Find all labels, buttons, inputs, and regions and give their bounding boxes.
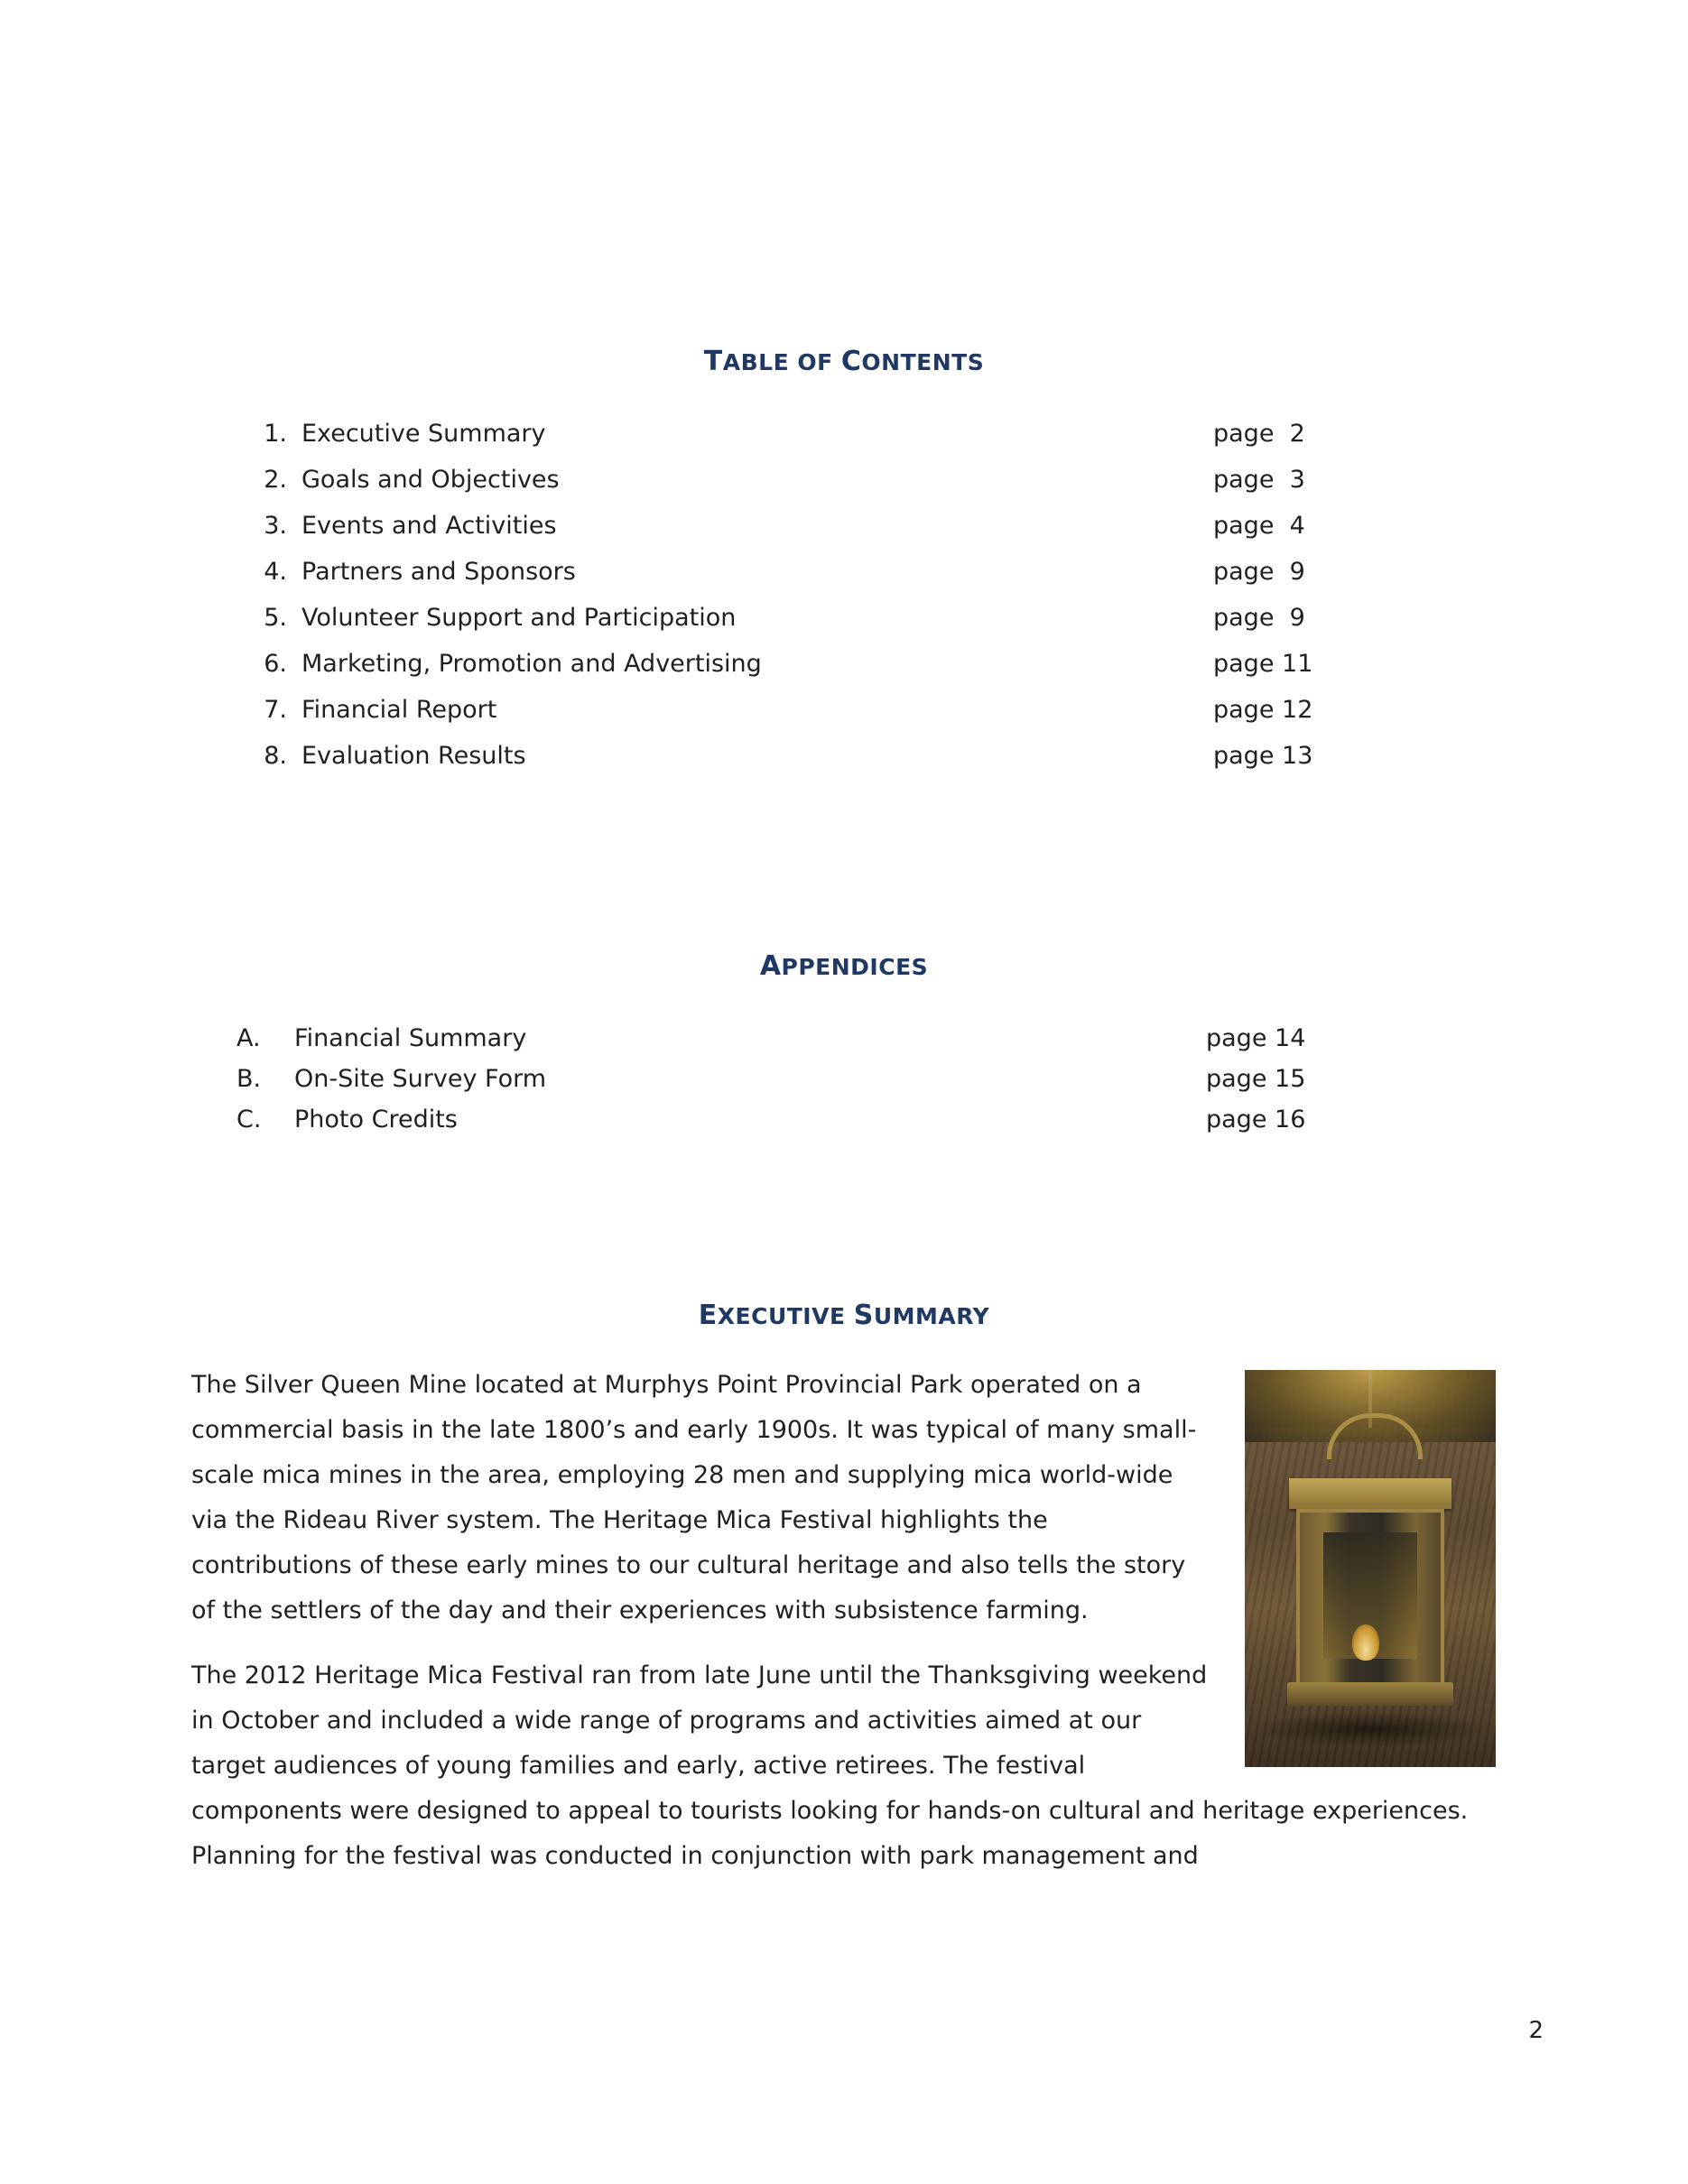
- lantern-base: [1287, 1682, 1453, 1706]
- toc-entry-title: Financial Report: [301, 696, 497, 724]
- exec-paragraph-2: The 2012 Heritage Mica Festival ran from late June until the Thanksgiving weekend in October and included a wide range of programs and activities aimed at our target audiences of young families and early, active retirees. The festival components were designed to appeal to tourists looking for hands-on cultural and heritage experiences. Planning for the festival was conducted in conjunction with park management and: [191, 1661, 1469, 1870]
- toc-entry-number: 7.: [264, 696, 287, 724]
- appendices-heading: [0, 950, 1688, 982]
- lantern-body: [1296, 1509, 1444, 1686]
- toc-entry-number: 2.: [264, 466, 287, 494]
- toc-entry[interactable]: [237, 696, 1320, 742]
- appendix-entry-letter: A.: [237, 1024, 261, 1052]
- appendix-entry-title: Financial Summary: [294, 1024, 527, 1052]
- exec-heading-initial-s: S: [853, 1300, 874, 1331]
- toc-entry-title: Volunteer Support and Participation: [301, 604, 737, 632]
- toc-entry-number: 4.: [264, 558, 287, 586]
- toc-entry-number: 8.: [264, 742, 287, 770]
- toc-entry-page: page 3: [1213, 466, 1305, 494]
- exec-paragraph-1: The Silver Queen Mine located at Murphys Point Provincial Park operated on a commercial basis in the late 1800’s and early 1900s. It was typical of many small-scale mica mines in the area, employing 28 men and supplying mica world-wide via the Rideau River system. The Heritage Mica Festival highlights the contributions of these early mines to our cultural heritage and also tells the story of the settlers of the day and their experiences with subsistence farming.: [191, 1371, 1197, 1624]
- appendix-entry-title: On-Site Survey Form: [294, 1065, 547, 1093]
- toc-entry-number: 5.: [264, 604, 287, 632]
- photo-shadow: [1254, 1711, 1487, 1747]
- appendices-heading-rest: PPENDICES: [781, 954, 929, 980]
- toc-entry-page: page 12: [1213, 696, 1313, 724]
- toc-heading-able-of: ABLE OF: [722, 349, 841, 375]
- executive-summary-heading: [0, 1300, 1688, 1331]
- toc-entry-page: page 11: [1213, 650, 1313, 678]
- toc-entry-title: Goals and Objectives: [301, 466, 560, 494]
- toc-entry[interactable]: [237, 650, 1320, 696]
- appendix-entry[interactable]: [237, 1106, 1320, 1146]
- toc-entry[interactable]: [237, 604, 1320, 650]
- toc-entry-page: page 4: [1213, 512, 1305, 540]
- toc-entry[interactable]: [237, 466, 1320, 512]
- toc-entry-page: page 9: [1213, 604, 1305, 632]
- appendix-entry-letter: B.: [237, 1065, 262, 1093]
- toc-entry[interactable]: [237, 512, 1320, 558]
- toc-entry[interactable]: [237, 420, 1320, 466]
- appendix-entry[interactable]: [237, 1065, 1320, 1106]
- exec-heading-ummary: UMMARY: [873, 1303, 990, 1329]
- executive-summary-body: [191, 1363, 1496, 1899]
- toc-entry-page: page 2: [1213, 420, 1305, 448]
- toc-entry[interactable]: [237, 742, 1320, 788]
- appendix-entry[interactable]: [237, 1024, 1320, 1065]
- appendices-list: [237, 1024, 1320, 1146]
- appendix-entry-title: Photo Credits: [294, 1106, 458, 1134]
- table-of-contents-list: [237, 420, 1320, 788]
- table-of-contents-heading: [0, 346, 1688, 377]
- toc-entry-number: 3.: [264, 512, 287, 540]
- appendix-entry-letter: C.: [237, 1106, 262, 1134]
- appendix-entry-page: page 15: [1206, 1065, 1306, 1093]
- toc-entry-page: page 9: [1213, 558, 1305, 586]
- appendix-entry-page: page 14: [1206, 1024, 1306, 1052]
- toc-entry-title: Evaluation Results: [301, 742, 526, 770]
- exec-heading-initial-e: E: [698, 1300, 718, 1331]
- toc-heading-initial-c: C: [840, 346, 862, 377]
- page-number: 2: [1528, 2017, 1544, 2044]
- toc-heading-initial-t: T: [703, 346, 723, 377]
- toc-entry-title: Partners and Sponsors: [301, 558, 576, 586]
- toc-entry-number: 1.: [264, 420, 287, 448]
- toc-heading-ontents: ONTENTS: [861, 349, 985, 375]
- toc-entry-title: Executive Summary: [301, 420, 546, 448]
- toc-entry-title: Marketing, Promotion and Advertising: [301, 650, 762, 678]
- toc-entry[interactable]: [237, 558, 1320, 604]
- appendix-entry-page: page 16: [1206, 1106, 1306, 1134]
- toc-entry-title: Events and Activities: [301, 512, 557, 540]
- toc-entry-number: 6.: [264, 650, 287, 678]
- toc-entry-page: page 13: [1213, 742, 1313, 770]
- brass-lantern-photo: [1245, 1370, 1496, 1767]
- appendices-heading-initial: A: [759, 950, 782, 982]
- lantern-roof: [1289, 1478, 1451, 1509]
- exec-heading-xecutive: XECUTIVE: [717, 1303, 854, 1329]
- lantern-flame: [1352, 1624, 1379, 1661]
